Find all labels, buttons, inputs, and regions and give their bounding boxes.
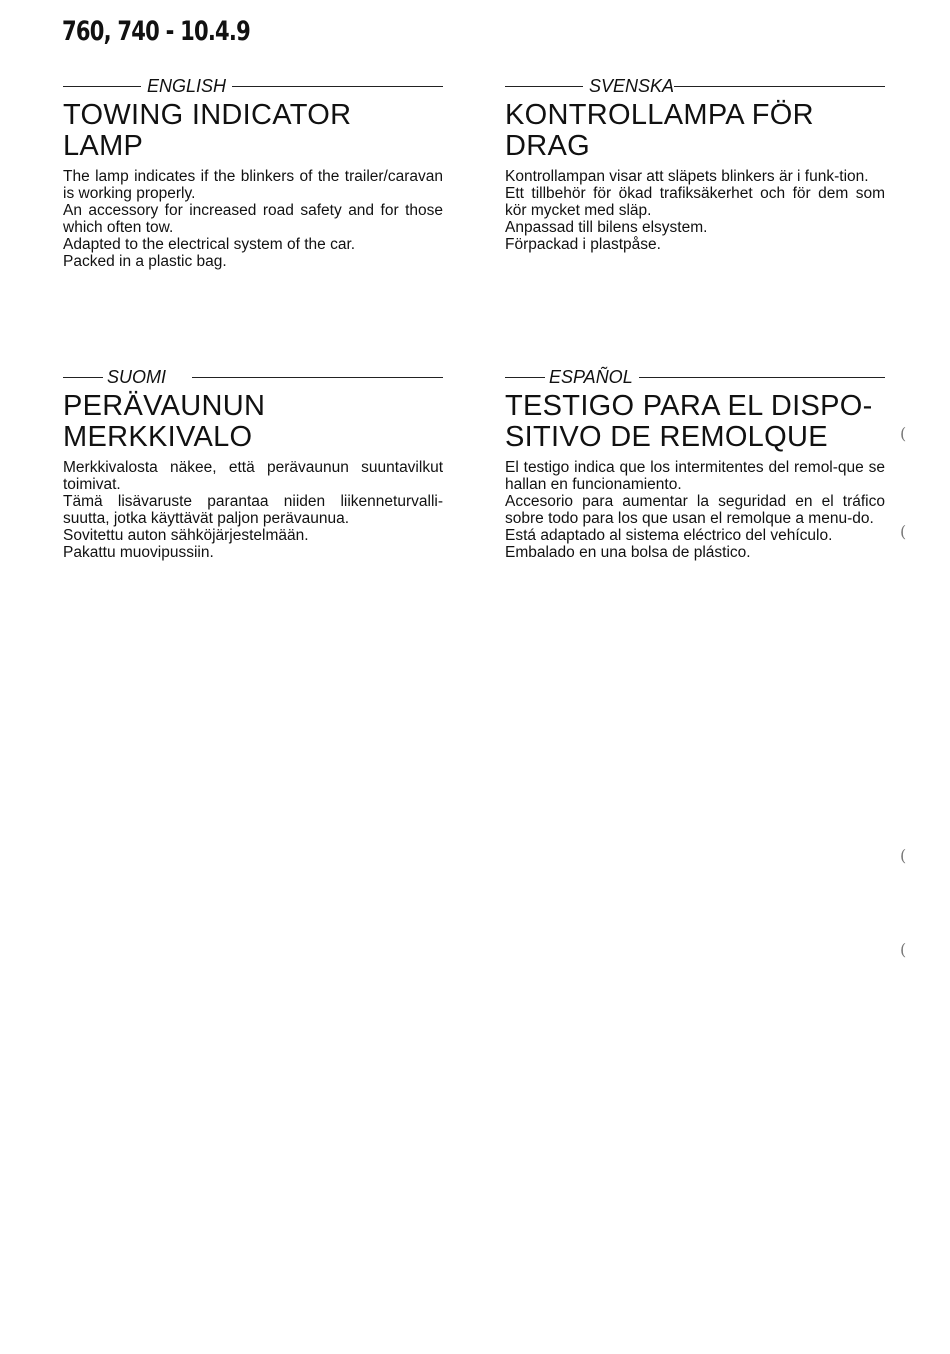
section-title-line-2: DRAG bbox=[505, 130, 590, 162]
paragraph: Merkkivalosta näkee, että perävaunun suuntavilkut toimivat. bbox=[63, 459, 443, 493]
section-body bbox=[63, 168, 443, 270]
paragraph: Kontrollampan visar att släpets blinkers är i funk-tion. bbox=[505, 168, 869, 185]
section-title-line-1: KONTROLLAMPA FÖR bbox=[505, 99, 814, 131]
section-title-line-1: TESTIGO PARA EL DISPO- bbox=[505, 390, 873, 422]
binding-hole-mark: ( bbox=[900, 940, 907, 959]
language-heading-english bbox=[63, 76, 443, 96]
paragraph: Tämä lisävaruste parantaa niiden liikenneturvalli-suutta, jotka käyttävät paljon perävaunua. bbox=[63, 493, 443, 527]
binding-hole-mark: ( bbox=[900, 522, 907, 541]
rule-left bbox=[505, 86, 583, 87]
paragraph: Embalado en una bolsa de plástico. bbox=[505, 544, 751, 561]
section-body bbox=[505, 459, 885, 561]
language-heading-svenska bbox=[505, 76, 885, 96]
paragraph: El testigo indica que los intermitentes del remol-que se hallan en funcionamiento. bbox=[505, 459, 885, 493]
section-body bbox=[505, 168, 885, 253]
rule-right bbox=[674, 86, 885, 87]
paragraph: Anpassad till bilens elsystem. bbox=[505, 219, 708, 236]
page-header-model-code: 760, 740 - 10.4.9 bbox=[62, 16, 251, 47]
section-espanol bbox=[505, 367, 885, 561]
rule-right bbox=[639, 377, 885, 378]
binding-hole-mark: ( bbox=[900, 846, 907, 865]
rule-right bbox=[192, 377, 443, 378]
section-title-line-1: PERÄVAUNUN bbox=[63, 390, 266, 422]
section-title-line-1: TOWING INDICATOR bbox=[63, 99, 352, 131]
rule-left bbox=[63, 377, 103, 378]
section-body bbox=[63, 459, 443, 561]
section-title bbox=[505, 100, 885, 162]
language-heading-espanol bbox=[505, 367, 885, 387]
section-title-line-2: LAMP bbox=[63, 130, 144, 162]
paragraph: Pakattu muovipussiin. bbox=[63, 544, 214, 561]
language-heading-suomi bbox=[63, 367, 443, 387]
paragraph: Förpackad i plastpåse. bbox=[505, 236, 661, 253]
paragraph: Adapted to the electrical system of the car. bbox=[63, 236, 356, 253]
paragraph: Está adaptado al sistema eléctrico del vehículo. bbox=[505, 527, 833, 544]
language-label: ENGLISH bbox=[147, 75, 227, 96]
paragraph: Accesorio para aumentar la seguridad en el tráfico sobre todo para los que usan el remolque a menu-do. bbox=[505, 493, 885, 527]
paragraph: An accessory for increased road safety and for those which often tow. bbox=[63, 202, 443, 236]
section-title bbox=[63, 100, 443, 162]
paragraph: Packed in a plastic bag. bbox=[63, 253, 227, 270]
section-title-line-2: MERKKIVALO bbox=[63, 421, 253, 453]
rule-left bbox=[63, 86, 141, 87]
section-title-line-2: SITIVO DE REMOLQUE bbox=[505, 421, 828, 453]
binding-hole-mark: ( bbox=[900, 424, 907, 443]
section-suomi bbox=[63, 367, 443, 561]
paragraph: The lamp indicates if the blinkers of the trailer/caravan is working properly. bbox=[63, 168, 443, 202]
rule-right bbox=[232, 86, 443, 87]
section-english bbox=[63, 76, 443, 270]
paragraph: Sovitettu auton sähköjärjestelmään. bbox=[63, 527, 309, 544]
rule-left bbox=[505, 377, 545, 378]
paragraph: Ett tillbehör för ökad trafiksäkerhet och för dem som kör mycket med släp. bbox=[505, 185, 885, 219]
language-label: SUOMI bbox=[107, 366, 167, 387]
language-label: ESPAÑOL bbox=[549, 366, 633, 387]
section-title bbox=[505, 391, 885, 453]
language-label: SVENSKA bbox=[589, 75, 675, 96]
section-svenska bbox=[505, 76, 885, 253]
section-title bbox=[63, 391, 443, 453]
